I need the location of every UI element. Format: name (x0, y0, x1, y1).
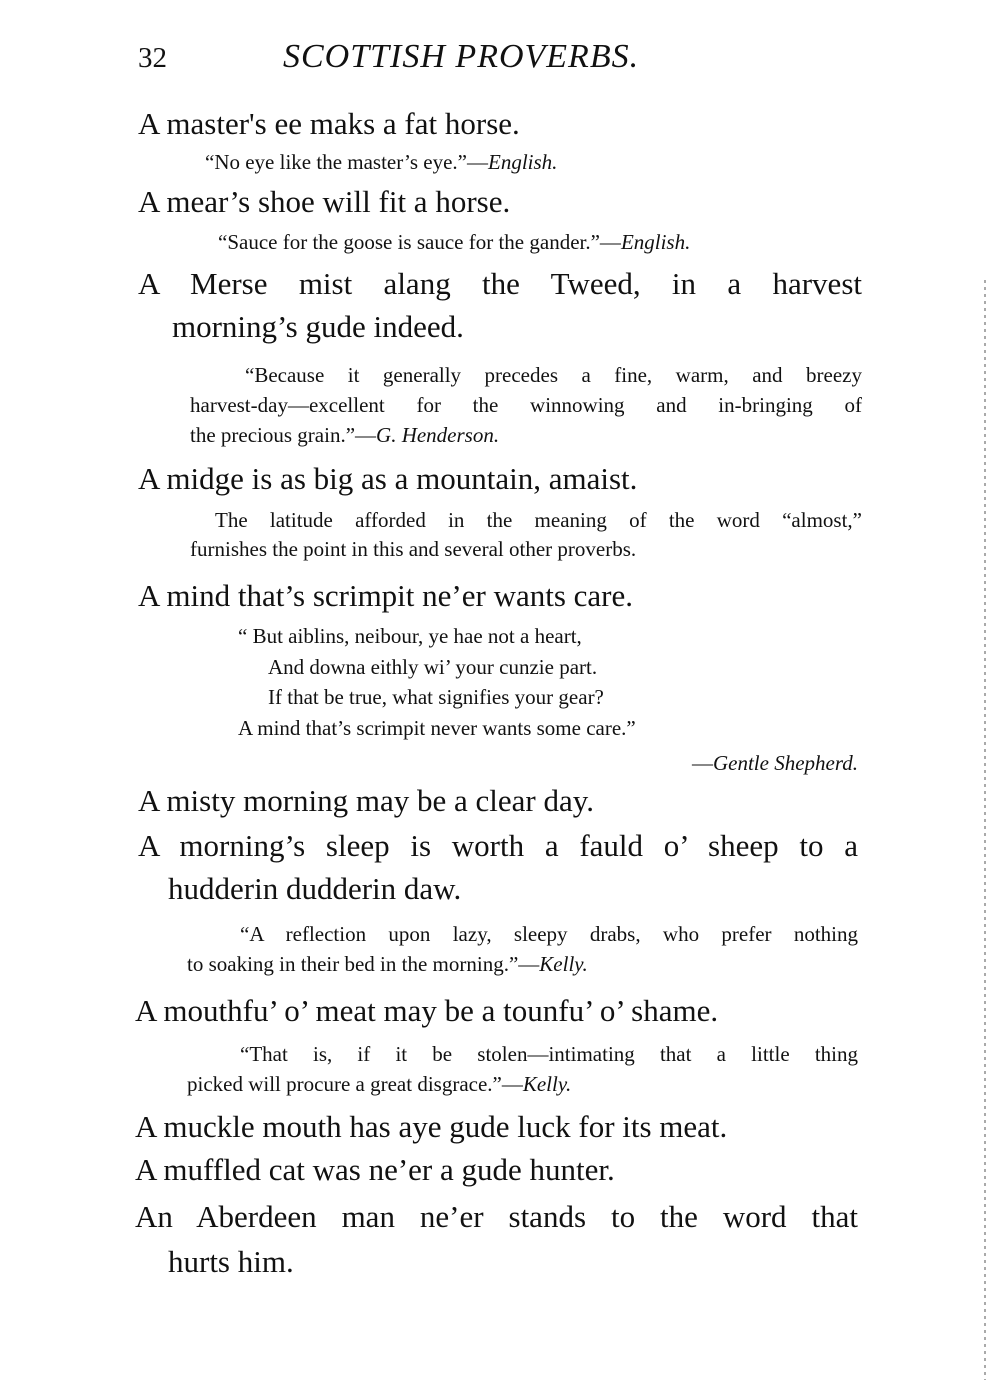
poem-line: “ But aiblins, neibour, ye hae not a heart, (238, 624, 582, 648)
proverb-line: A muckle mouth has aye gude luck for its meat. (135, 1109, 728, 1144)
proverb-line: A mind that’s scrimpit ne’er wants care. (138, 578, 634, 613)
proverb-line: hurts him. (168, 1244, 294, 1279)
note-line: to soaking in their bed in the morning.”—Kelly. (187, 952, 588, 976)
attribution: English. (488, 150, 558, 174)
note-line: “Because it generally precedes a fine, warm, and breezy (245, 363, 862, 387)
proverb-line: A Merse mist alang the Tweed, in a harvest (138, 266, 862, 301)
proverb-line: An Aberdeen man ne’er stands to the word that (135, 1199, 858, 1234)
poem-line: A mind that’s scrimpit never wants some care.” (238, 716, 636, 740)
note-line: “No eye like the master’s eye.”—English. (205, 150, 558, 174)
note-line: The latitude afforded in the meaning of the word “almost,” (215, 508, 862, 532)
proverb-line: A mouthfu’ o’ meat may be a tounfu’ o’ shame. (135, 993, 719, 1028)
attribution: English. (620, 230, 691, 254)
proverb-line: A morning’s sleep is worth a fauld o’ sheep to a (138, 828, 858, 863)
attribution: G. Henderson. (376, 423, 500, 447)
attribution: Kelly. (522, 1072, 572, 1096)
proverb-line: A muffled cat was ne’er a gude hunter. (135, 1152, 615, 1187)
proverb-line: A mear’s shoe will fit a horse. (138, 184, 511, 219)
note-line: harvest-day—excellent for the winnowing and in-bringing of (190, 393, 862, 417)
note-line: picked will procure a great disgrace.”—Kelly. (187, 1072, 572, 1096)
running-title: SCOTTISH PROVERBS. (283, 38, 640, 75)
poem-line: If that be true, what signifies your gear? (268, 685, 604, 709)
poem-line: And downa eithly wi’ your cunzie part. (268, 655, 598, 679)
page-edge-shadow (984, 280, 986, 1380)
page-number: 32 (138, 42, 167, 74)
note-line: “Sauce for the goose is sauce for the gander.”—English. (218, 230, 691, 254)
note-line: “A reflection upon lazy, sleepy drabs, who prefer nothing (240, 922, 858, 946)
proverb-line: morning’s gude indeed. (172, 309, 464, 344)
proverb-line: A misty morning may be a clear day. (138, 783, 594, 818)
note-line: —Gentle Shepherd. (691, 751, 858, 775)
proverb-line: A master's ee maks a fat horse. (138, 106, 520, 141)
proverb-line: A midge is as big as a mountain, amaist. (138, 461, 638, 496)
proverb-line: hudderin dudderin daw. (168, 871, 462, 906)
note-line: the precious grain.”—G. Henderson. (190, 423, 500, 447)
note-line: furnishes the point in this and several other proverbs. (190, 537, 637, 561)
note-line: “That is, if it be stolen—intimating that a little thing (240, 1042, 858, 1066)
attribution: Gentle Shepherd. (712, 751, 858, 775)
attribution: Kelly. (539, 952, 588, 976)
